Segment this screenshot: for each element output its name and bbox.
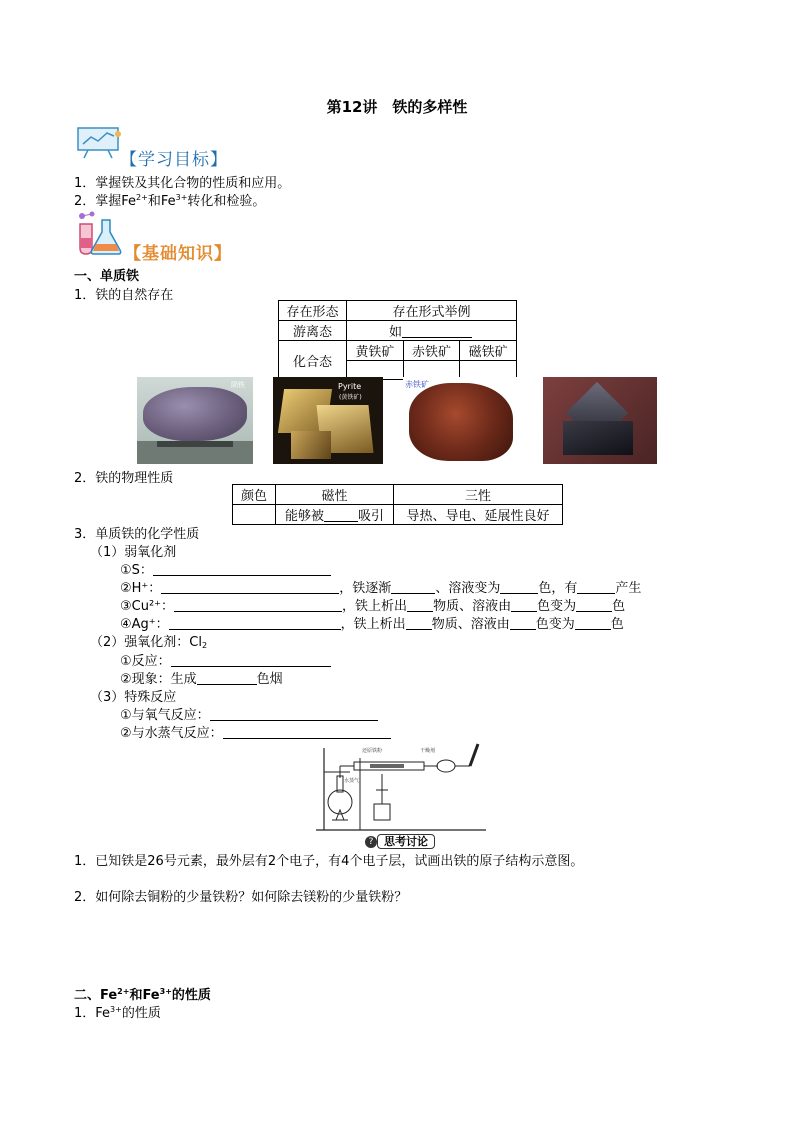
meteorite-photo — [137, 377, 253, 464]
steam-apparatus-diagram — [310, 740, 490, 834]
meteorite-label: 陨铁 — [231, 381, 245, 389]
reaction-s: ①S： — [120, 559, 331, 578]
learning-goals-header: 【学习目标】 — [120, 150, 228, 170]
question-1: 1．已知铁是26号元素，最外层有2个电子，有4个电子层，试画出铁的原子结构示意图。 — [74, 854, 584, 869]
apparatus-label-iron: 还原铁粉 — [362, 748, 383, 754]
goal-item-1: 1．掌握铁及其化合物的性质和应用。 — [74, 176, 291, 191]
apparatus-label-steam: 水蒸气 — [344, 778, 360, 784]
pyrite-label-cn: (黄铁矿) — [339, 394, 362, 401]
basic-knowledge-header: 【基础知识】 — [124, 244, 232, 264]
cl2-reaction: ①反应： — [120, 650, 331, 669]
flask-icon — [72, 210, 124, 256]
table2-header-three: 三性 — [394, 485, 563, 505]
table1-ore-pyrite: 黄铁矿 — [347, 341, 404, 361]
hematite-label: 赤铁矿 — [405, 380, 429, 389]
section1-sub2: 2．铁的物理性质 — [74, 471, 174, 486]
pyrite-photo — [273, 377, 383, 464]
question-icon: ? — [365, 836, 377, 848]
steam-reaction: ②与水蒸气反应： — [120, 722, 391, 741]
section1-sub3: 3．单质铁的化学性质 — [74, 527, 200, 542]
special-reaction-heading: （3）特殊反应 — [90, 690, 177, 705]
table1-header-form: 存在形态 — [279, 301, 347, 321]
reaction-ag: ④Ag⁺： ，铁上析出 物质、溶液由 色变为 色 — [120, 617, 624, 632]
o2-reaction: ①与氧气反应： — [120, 704, 378, 723]
table2-header-color: 颜色 — [233, 485, 276, 505]
table1-compound-state: 化合态 — [279, 341, 347, 380]
table2-color-blank — [233, 505, 276, 525]
think-discussion-badge: ? 思考讨论 — [365, 833, 435, 849]
cl2-phenomenon: ②现象：生成 色烟 — [120, 672, 283, 687]
apparatus-label-dryer: 干燥剂 — [420, 748, 436, 754]
table1-header-example: 存在形式举例 — [347, 301, 517, 321]
section2-heading: 二、$Fe^{2+}$和$Fe^{3+}$的性质 — [74, 987, 211, 1003]
hematite-photo — [403, 377, 517, 464]
question-2: 2．如何除去铜粉的少量铁粉？如何除去镁粉的少量铁粉？ — [74, 890, 408, 905]
reaction-cu: ③Cu²⁺： ，铁上析出 物质、溶液由 色变为 色 — [120, 599, 626, 614]
weak-oxidant-heading: （1）弱氧化剂 — [90, 545, 177, 560]
presentation-board-icon — [74, 124, 124, 160]
goal-item-2: 2．掌握$Fe^{2+}$和$Fe^{3+}$转化和检验。 — [74, 193, 266, 209]
magnetite-photo — [543, 377, 657, 464]
table2-header-magnetism: 磁性 — [276, 485, 394, 505]
pyrite-label: Pyrite — [338, 382, 362, 391]
reaction-h: ②H⁺： ，铁逐渐 、溶液变为 色，有 产生 — [120, 581, 642, 596]
table1-ore-hematite: 赤铁矿 — [403, 341, 460, 361]
table2-magnetism-value: 能够被 吸引 — [276, 505, 394, 525]
section2-sub1: 1．$Fe^{3+}$的性质 — [74, 1005, 161, 1021]
section1-heading: 一、单质铁 — [74, 269, 140, 284]
table1-free-example: 如 — [347, 321, 517, 341]
table2-three-value: 导热、导电、延展性良好 — [394, 505, 563, 525]
natural-existence-table — [278, 300, 517, 380]
strong-oxidant-heading: （2）强氧化剂：$Cl_2$ — [90, 635, 208, 650]
page-title: 第12讲 铁的多样性 — [326, 98, 468, 116]
table1-free-state: 游离态 — [279, 321, 347, 341]
physical-properties-table — [232, 484, 563, 525]
table1-ore-magnetite: 磁铁矿 — [460, 341, 517, 361]
section1-sub1: 1．铁的自然存在 — [74, 288, 174, 303]
